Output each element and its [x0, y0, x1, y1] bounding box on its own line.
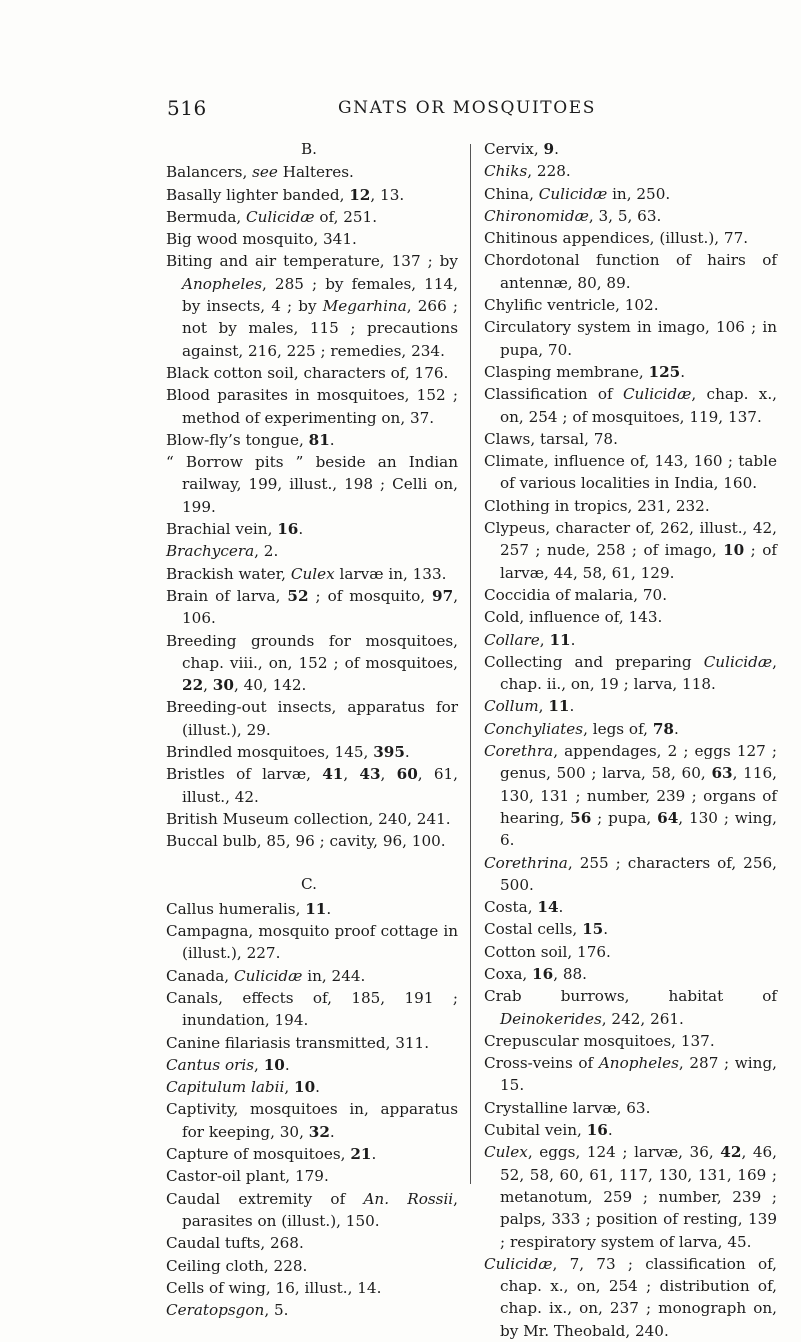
index-entry: Conchyliates, legs of, 78. — [484, 719, 679, 738]
column-divider — [470, 144, 471, 1184]
index-entry: Captivity, mosquitoes in, apparatus for keeping, 30, 32. — [166, 1100, 458, 1141]
index-entry: Culex, eggs, 124 ; larvæ, 36, 42, 46, 52, 58, 60, 61, 117, 130, 131, 169 ; metanotum, 259 ; number, 239 ; palps, 333 ; position of resting, 139 ; respiratory system of larva, 45. — [484, 1143, 777, 1251]
index-entry: Cold, influence of, 143. — [484, 608, 663, 627]
section-heading-c: C. — [301, 874, 317, 893]
index-entry: Brain of larva, 52 ; of mosquito, 97, 106. — [166, 586, 459, 628]
index-entry: Culicidæ, 7, 73 ; classification of, chap. x., on, 254 ; distribution of, chap. ix., on, 237 ; monograph on, by Mr. Theobald, 240. — [484, 1254, 777, 1340]
index-entry: Crystalline larvæ, 63. — [484, 1098, 651, 1117]
index-entry: Brackish water, Culex larvæ in, 133. — [166, 564, 447, 583]
index-entry: Big wood mosquito, 341. — [166, 230, 357, 249]
index-entry: Blow-fly’s tongue, 81. — [166, 430, 335, 449]
index-entry: British Museum collection, 240, 241. — [166, 809, 451, 828]
page-header — [0, 96, 801, 130]
right-column — [484, 138, 777, 1342]
index-entry: Costal cells, 15. — [484, 920, 609, 939]
index-entry: Callus humeralis, 11. — [166, 899, 332, 918]
index-entry: Capitulum labii, 10. — [166, 1078, 320, 1097]
index-entry: Cubital vein, 16. — [484, 1121, 613, 1140]
section-c-continued-entries — [484, 138, 777, 1342]
index-entry: Crab burrows, habitat of Deinokerides, 242, 261. — [484, 987, 777, 1028]
index-entry: Chylific ventricle, 102. — [484, 296, 659, 315]
index-entry: Classification of Culicidæ, chap. x., on, 254 ; of mosquitoes, 119, 137. — [484, 385, 777, 426]
index-entry: Capture of mosquitoes, 21. — [166, 1145, 377, 1164]
section-c-entries — [166, 898, 458, 1322]
index-entry: Canals, effects of, 185, 191 ; inundation, 194. — [166, 988, 458, 1030]
index-entry: Campagna, mosquito proof cottage in (illust.), 227. — [166, 922, 458, 963]
index-entry: Castor-oil plant, 179. — [166, 1167, 329, 1186]
index-entry: Caudal extremity of An. Rossii, parasites on (illust.), 150. — [166, 1189, 458, 1230]
index-entry: Ceratopsgon, 5. — [166, 1301, 289, 1320]
index-entry: Crepuscular mosquitoes, 137. — [484, 1031, 715, 1050]
index-entry: Collecting and preparing Culicidæ, chap. ii., on, 19 ; larva, 118. — [484, 652, 777, 694]
index-entry: Chironomidæ, 3, 5, 63. — [484, 206, 662, 225]
index-entry: Clypeus, character of, 262, illust., 42, 257 ; nude, 258 ; of imago, 10 ; of larvæ, 44, 58, 61, 129. — [484, 519, 777, 582]
index-entry: Chitinous appendices, (illust.), 77. — [484, 229, 749, 248]
index-entry: Costa, 14. — [484, 898, 564, 917]
section-heading-b: B. — [301, 140, 317, 158]
index-entry: Claws, tarsal, 78. — [484, 429, 618, 448]
index-entry: Corethra, appendages, 2 ; eggs 127 ; genus, 500 ; larva, 58, 60, 63, 116, 130, 131 ; number, 239 ; organs of hearing, 56 ; pupa, 64, 130 ; wing, 6. — [484, 742, 777, 850]
index-entry: “ Borrow pits ” beside an Indian railway, 199, illust., 198 ; Celli on, 199. — [166, 453, 458, 516]
index-entry: Brachial vein, 16. — [166, 520, 304, 539]
index-entry: Buccal bulb, 85, 96 ; cavity, 96, 100. — [166, 832, 446, 851]
index-entry: Breeding-out insects, apparatus for (illust.), 29. — [166, 698, 458, 739]
index-entry: Coxa, 16, 88. — [484, 964, 587, 983]
index-entry: Circulatory system in imago, 106 ; in pupa, 70. — [484, 318, 777, 359]
index-entry: Biting and air temperature, 137 ; by Anopheles, 285 ; by females, 114, by insects, 4 ; by Megarhina, 266 ; not by males, 115 ; precautions against, 216, 225 ; remedies, 234. — [166, 252, 458, 360]
index-entry: Climate, influence of, 143, 160 ; table of various localities in India, 160. — [484, 452, 777, 493]
index-entry: Collum, 11. — [484, 697, 575, 716]
index-entry: Cross-veins of Anopheles, 287 ; wing, 15. — [484, 1054, 777, 1095]
index-entry: Canada, Culicidæ in, 244. — [166, 966, 366, 985]
index-entry: Blood parasites in mosquitoes, 152 ; method of experimenting on, 37. — [166, 386, 458, 427]
index-entry: China, Culicidæ in, 250. — [484, 184, 671, 203]
page-number: 516 — [167, 96, 207, 120]
index-entry: Black cotton soil, characters of, 176. — [166, 363, 449, 382]
index-entry: Cantus oris, 10. — [166, 1055, 290, 1074]
index-entry: Ceiling cloth, 228. — [166, 1256, 308, 1275]
index-entry: Bristles of larvæ, 41, 43, 60, 61, illust., 42. — [166, 765, 458, 806]
index-entry: Caudal tufts, 268. — [166, 1234, 304, 1253]
index-entry: Brachycera, 2. — [166, 542, 279, 561]
index-entry: Canine filariasis transmitted, 311. — [166, 1033, 430, 1052]
index-entry: Cotton soil, 176. — [484, 942, 611, 961]
index-entry: Cervix, 9. — [484, 140, 559, 158]
index-entry: Chiks, 228. — [484, 162, 571, 181]
index-entry: Brindled mosquitoes, 145, 395. — [166, 743, 410, 762]
index-entry: Breeding grounds for mosquitoes, chap. viii., on, 152 ; of mosquitoes, 22, 30, 40, 142. — [166, 631, 458, 695]
index-entry: Clasping membrane, 125. — [484, 362, 686, 381]
index-entry: Bermuda, Culicidæ of, 251. — [166, 207, 378, 226]
running-title: GNATS OR MOSQUITOES — [338, 98, 597, 118]
index-entry: Corethrina, 255 ; characters of, 256, 500. — [484, 853, 777, 894]
section-b-entries — [166, 161, 458, 852]
index-entry: Basally lighter banded, 12, 13. — [166, 185, 405, 204]
index-entry: Coccidia of malaria, 70. — [484, 585, 668, 604]
index-entry: Clothing in tropics, 231, 232. — [484, 496, 710, 515]
index-entry: Cells of wing, 16, illust., 14. — [166, 1278, 382, 1297]
index-entry: Collare, 11. — [484, 630, 576, 649]
index-entry: Chordotonal function of hairs of antennæ, 80, 89. — [484, 251, 777, 292]
left-column — [166, 138, 458, 1321]
index-entry: Balancers, see Halteres. — [166, 163, 354, 182]
